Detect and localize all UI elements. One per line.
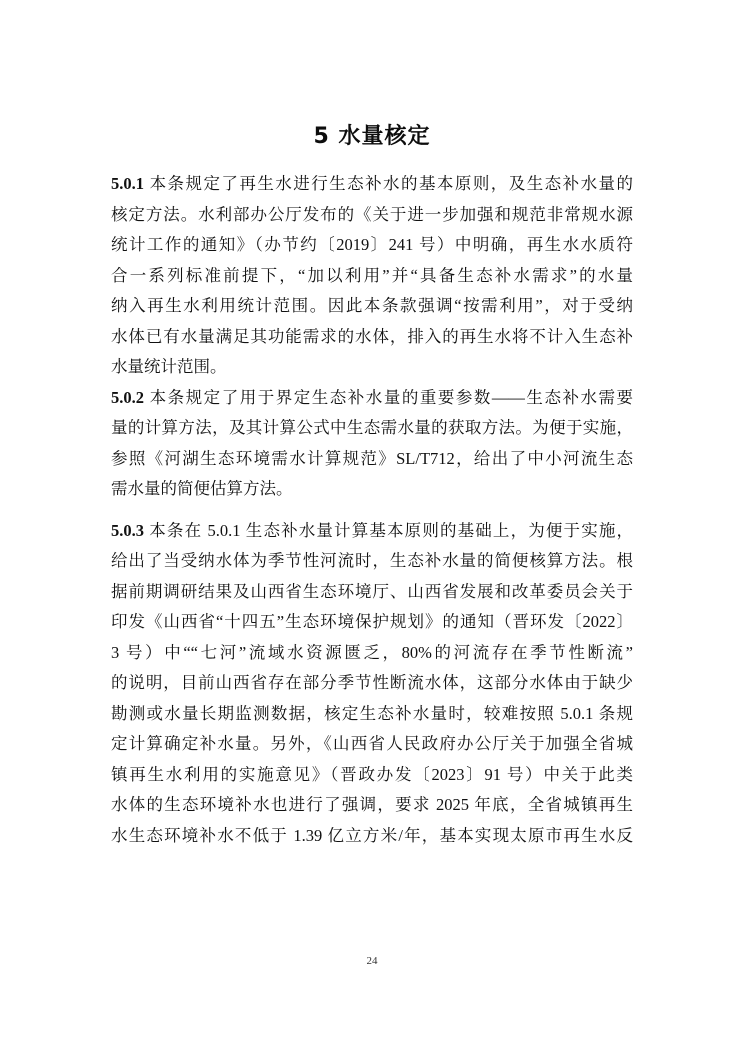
clause-number: 5.0.2 [111, 387, 144, 407]
text-line: 镇再生水利用的实施意见》（晋政办发〔2023〕91 号）中关于此类 [111, 764, 633, 784]
text-line: 水量统计范围。 [111, 357, 227, 376]
text-line: 纳入再生水利用统计范围。因此本条款强调“按需利用”，对于受纳 [111, 296, 633, 315]
text-line: 量的计算方法，及其计算公式中生态需水量的获取方法。为便于实施， [111, 418, 633, 437]
text-line: 的说明，目前山西省存在部分季节性断流水体，这部分水体由于缺少 [111, 673, 633, 692]
text-line: 水体的生态环境补水也进行了强调，要求 2025 年底，全省城镇再生 [111, 795, 633, 814]
text-line: 5.0.1 本条规定了再生水进行生态补水的基本原则，及生态补水量的 [111, 174, 633, 193]
text-line: 需水量的简便估算方法。 [111, 479, 293, 498]
clause-number: 5.0.3 [111, 520, 144, 540]
clause-5-0-3 [111, 516, 633, 852]
section-title: 5 水量核定 [313, 124, 431, 149]
page-number: 24 [366, 955, 378, 967]
text-line: 统计工作的通知》（办节约〔2019〕241 号）中明确，再生水水质符 [111, 235, 633, 254]
text-line: 5.0.3 本条在 5.0.1 生态补水量计算基本原则的基础上，为便于实施， [111, 520, 633, 540]
clause-number: 5.0.1 [111, 174, 144, 193]
text-line: 水生态环境补水不低于 1.39 亿立方米/年，基本实现太原市再生水反 [111, 825, 633, 845]
text-line: 参照《河湖生态环境需水计算规范》SL/T712，给出了中小河流生态 [111, 448, 633, 468]
text-line: 水体已有水量满足其功能需求的水体，排入的再生水将不计入生态补 [111, 326, 633, 346]
text-line: 5.0.2 本条规定了用于界定生态补水量的重要参数——生态补水需要 [111, 387, 633, 407]
text-line: 勘测或水量长期监测数据，核定生态补水量时，较难按照 5.0.1 条规 [111, 703, 633, 723]
text-line: 印发《山西省“十四五”生态环境保护规划》的通知（晋环发〔2022〕 [111, 612, 633, 631]
text-line: 核定方法。水利部办公厅发布的《关于进一步加强和规范非常规水源 [111, 204, 633, 224]
text-line: 3 号）中““七河”流域水资源匮乏，80%的河流存在季节性断流” [111, 642, 633, 662]
text-line: 给出了当受纳水体为季节性河流时，生态补水量的简便核算方法。根 [111, 551, 633, 570]
text-line: 据前期调研结果及山西省生态环境厅、山西省发展和改革委员会关于 [111, 581, 633, 601]
document-body [111, 169, 633, 851]
clause-5-0-1 [111, 169, 633, 383]
text-line: 合一系列标准前提下，“加以利用”并“具备生态补水需求”的水量 [111, 265, 633, 285]
text-line: 定计算确定补水量。另外，《山西省人民政府办公厅关于加强全省城 [111, 734, 633, 753]
clause-5-0-2 [111, 383, 633, 505]
